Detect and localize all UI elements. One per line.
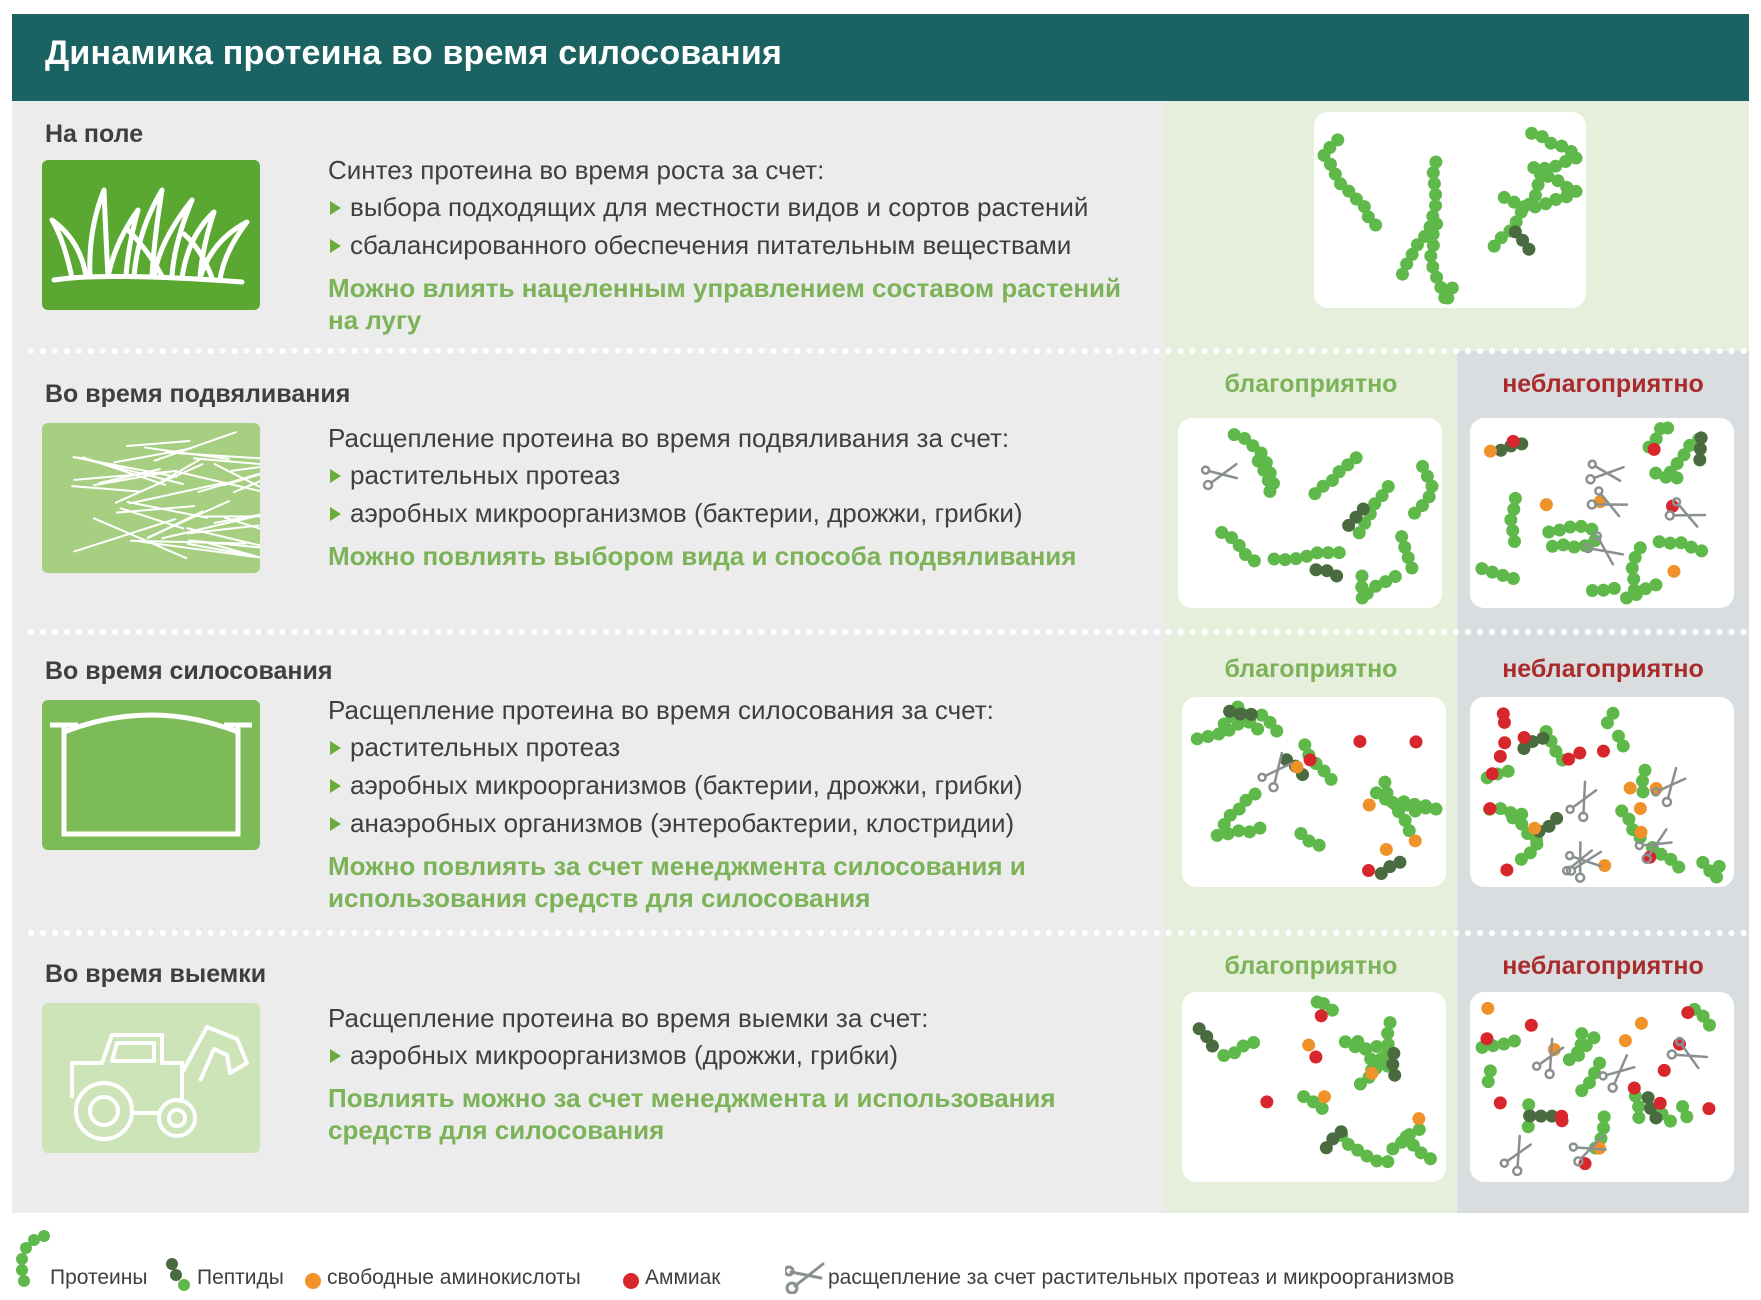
protein-chain-bead: [1632, 1111, 1645, 1124]
protein-chain-bead: [1247, 1036, 1260, 1049]
unfavorable-label: неблагоприятно: [1502, 952, 1704, 980]
protein-chain-bead: [1369, 219, 1382, 232]
protein-chain-bead: [1191, 732, 1204, 745]
protein-chain-bead: [1316, 1102, 1329, 1115]
section-text-ensiling: [328, 692, 1148, 914]
section-text-wilting: [328, 420, 1148, 572]
unfavorable-label: неблагоприятно: [1502, 370, 1704, 398]
ammonia-dot: [1702, 1102, 1715, 1115]
silo-icon: [42, 700, 260, 850]
protein-chain-bead: [1339, 1035, 1352, 1048]
protein-chain-bead: [1593, 1057, 1606, 1070]
unfavorable-label: неблагоприятно: [1502, 655, 1704, 683]
ammonia-dot: [1494, 1096, 1507, 1109]
section-divider: [28, 629, 1748, 635]
bullet-item: аэробных микроорганизмов (бактерии, дрожжи, грибки): [328, 494, 1148, 532]
section-note: Можно повлиять за счет менеджмента силосования и использования средств для силосования: [328, 851, 1026, 913]
amino-acid-dot: [1635, 1017, 1648, 1030]
peptide-bead: [1388, 1069, 1401, 1082]
protein-chain-bead: [1639, 764, 1652, 777]
protein-chain-bead: [1308, 487, 1321, 500]
section-text-field: [328, 152, 1148, 336]
protein-chain-bead: [1532, 178, 1545, 191]
protein-chain-bead: [1534, 167, 1547, 180]
ammonia-dot: [1518, 731, 1531, 744]
ammonia-dot: [1315, 1009, 1328, 1022]
protein-chain-bead: [1615, 804, 1628, 817]
protein-chain-bead: [1670, 471, 1683, 484]
amino-acid-dot: [1667, 565, 1680, 578]
unfavorable-panel-unloading: [1470, 992, 1734, 1182]
protein-chain-bead: [1201, 730, 1214, 743]
protein-chain-bead: [1620, 592, 1633, 605]
protein-chain-bead: [1653, 535, 1666, 548]
protein-chain-bead: [1546, 540, 1559, 553]
protein-chain-bead: [1597, 584, 1610, 597]
peptide-bead: [1649, 1111, 1662, 1124]
ammonia-dot: [1410, 735, 1423, 748]
protein-chain-bead: [1676, 1100, 1689, 1113]
protein-chain-bead: [1634, 541, 1647, 554]
ammonia-dot: [1562, 753, 1575, 766]
protein-chain-bead: [1549, 160, 1562, 173]
section-divider: [28, 348, 1748, 354]
bullet-item: аэробных микроорганизмов (дрожжи, грибки): [328, 1036, 1148, 1074]
grass-icon: [42, 160, 260, 310]
section-intro: Расщепление протеина во время силосования за счет:: [328, 695, 994, 725]
protein-chain-bead: [1504, 513, 1517, 526]
protein-chain-bead: [1333, 546, 1346, 559]
protein-chain-bead: [1502, 765, 1515, 778]
protein-chain-bead: [1522, 1098, 1535, 1111]
protein-chain-bead: [1506, 524, 1519, 537]
amino-acid-dot: [1484, 445, 1497, 458]
amino-acid-dot: [1380, 843, 1393, 856]
ammonia-dot: [1260, 1095, 1273, 1108]
protein-chain-bead: [1252, 454, 1265, 467]
protein-chain-bead: [1386, 1142, 1399, 1155]
peptide-bead: [1386, 1058, 1399, 1071]
ammonia-legend-icon: [620, 1270, 642, 1292]
legend-cleavage: расщепление за счет растительных протеаз и микроорганизмов: [828, 1266, 1455, 1289]
scissors-icon: [1585, 485, 1627, 524]
protein-chain-bead: [1263, 485, 1276, 498]
legend: [0, 1248, 1761, 1300]
scissors-icon: [1650, 768, 1692, 809]
amino-acid-legend-icon: [302, 1270, 324, 1292]
ammonia-dot: [1525, 1019, 1538, 1032]
section-note: Повлиять можно за счет менеджмента и использования средств для силосования: [328, 1083, 1056, 1145]
legend-ammonia: Аммиак: [645, 1266, 721, 1289]
scissors-icon: [1202, 464, 1237, 489]
amino-acid-dot: [1363, 799, 1376, 812]
peptide-bead: [1375, 867, 1388, 880]
ammonia-dot: [1498, 736, 1511, 749]
ammonia-dot: [1304, 753, 1317, 766]
section-intro: Синтез протеина во время роста за счет:: [328, 155, 825, 185]
ammonia-dot: [1597, 745, 1610, 758]
amino-acid-dot: [1619, 1034, 1632, 1047]
peptide-bead: [1330, 569, 1343, 582]
protein-chain-bead: [1672, 861, 1685, 874]
protein-chain-bead: [1298, 738, 1311, 751]
protein-chain-bead: [1713, 860, 1726, 873]
protein-chain-bead: [1475, 562, 1488, 575]
amino-acid-dot: [1409, 834, 1422, 847]
amino-acid-dot: [1624, 782, 1637, 795]
peptide-bead: [1342, 519, 1355, 532]
ammonia-dot: [1628, 1081, 1641, 1094]
peptide-bead: [1223, 705, 1236, 718]
ammonia-dot: [1648, 443, 1661, 456]
section-title-wilting: Во время подвяливания: [45, 380, 351, 408]
favorable-panel-ensiling: [1182, 697, 1446, 887]
bullet-item: растительных протеаз: [328, 728, 1148, 766]
protein-chain-bead: [1249, 788, 1262, 801]
amino-acid-dot: [1540, 498, 1553, 511]
peptide-bead: [1206, 1040, 1219, 1053]
ammonia-dot: [1556, 1114, 1569, 1127]
protein-chain-bead: [1384, 1016, 1397, 1029]
protein-panel-field: [1314, 112, 1586, 308]
amino-acid-dot: [1634, 802, 1647, 815]
peptide-bead: [1335, 1125, 1348, 1138]
protein-chain-bead: [1359, 1042, 1372, 1055]
favorable-label: благоприятно: [1224, 655, 1398, 683]
protein-chain-bead: [1703, 1019, 1716, 1032]
protein-chain-bead: [1355, 570, 1368, 583]
favorable-panel-wilting: [1178, 418, 1442, 608]
ammonia-dot: [1497, 707, 1510, 720]
scissors-icon: [1665, 1035, 1707, 1075]
protein-chain-bead: [1218, 717, 1231, 730]
peptide-bead: [1693, 453, 1706, 466]
peptide-bead: [1536, 732, 1549, 745]
ammonia-dot: [1500, 863, 1513, 876]
amino-acid-dot: [1412, 1112, 1425, 1125]
scissors-icon: [785, 1260, 827, 1294]
legend-proteins: Протеины: [50, 1266, 148, 1289]
protein-chain-bead: [1627, 573, 1640, 586]
ammonia-dot: [1654, 1097, 1667, 1110]
protein-chain-bead: [1222, 827, 1235, 840]
protein-chain-bead: [1568, 541, 1581, 554]
protein-chain-bead: [1601, 716, 1614, 729]
hay-icon: [42, 423, 260, 573]
protein-chain-bead: [1424, 1152, 1437, 1165]
protein-chain-bead: [1608, 582, 1621, 595]
amino-acid-dot: [1318, 1090, 1331, 1103]
tractor-icon: [42, 1003, 260, 1153]
protein-chain-bead: [1375, 1052, 1388, 1065]
section-text-unloading: [328, 1000, 1148, 1146]
ammonia-dot: [1681, 1006, 1694, 1019]
bullet-item: аэробных микроорганизмов (бактерии, дрожжи, грибки): [328, 766, 1148, 804]
section-intro: Расщепление протеина во время подвяливания за счет:: [328, 423, 1010, 453]
section-title-ensiling: Во время силосования: [45, 657, 333, 685]
protein-chain-bead: [1498, 191, 1511, 204]
scissors-icon: [1498, 1136, 1538, 1178]
legend-peptides: Пептиды: [197, 1266, 284, 1289]
protein-chain-bead: [1311, 996, 1324, 1009]
protein-chain-bead: [1416, 460, 1429, 473]
protein-chain-bead: [1353, 526, 1366, 539]
unfavorable-panel-ensiling: [1470, 697, 1734, 887]
amino-acid-dot: [1635, 826, 1648, 839]
peptide-bead: [1550, 812, 1563, 825]
favorable-label: благоприятно: [1224, 952, 1398, 980]
ammonia-dot: [1573, 747, 1586, 760]
peptide-bead: [1522, 243, 1535, 256]
bullet-item: выбора подходящих для местности видов и сортов растений: [328, 188, 1148, 226]
protein-chain-bead: [1429, 156, 1442, 169]
protein-chain-bead: [1497, 1038, 1510, 1051]
protein-chain-bead: [1598, 1110, 1611, 1123]
favorable-panel-unloading: [1182, 992, 1446, 1182]
header-bar: [12, 14, 1749, 101]
bullet-item: сбалансированного обеспечения питательным веществами: [328, 226, 1148, 264]
protein-chain-bead: [1575, 1027, 1588, 1040]
protein-chain-bead: [1508, 535, 1521, 548]
protein-chain-bead: [1370, 1040, 1383, 1053]
section-divider: [28, 930, 1748, 936]
protein-chain-bead: [1248, 554, 1261, 567]
protein-chain-bead: [1506, 811, 1519, 824]
ammonia-dot: [1658, 1064, 1671, 1077]
amino-acid-dot: [1528, 822, 1541, 835]
ammonia-dot: [1362, 864, 1375, 877]
protein-chain-bead: [1424, 250, 1437, 263]
ammonia-dot: [1494, 750, 1507, 763]
section-intro: Расщепление протеина во время выемки за счет:: [328, 1003, 929, 1033]
ammonia-dot: [1353, 735, 1366, 748]
favorable-label: благоприятно: [1224, 370, 1398, 398]
protein-chain-bead: [1313, 839, 1326, 852]
peptide-bead: [1642, 1091, 1655, 1104]
scissors-icon: [1584, 459, 1623, 491]
protein-chain-bead: [1557, 538, 1570, 551]
section-note: Можно повлиять выбором вида и способа подвяливания: [328, 541, 1077, 571]
amino-acid-dot: [1302, 1039, 1315, 1052]
protein-chain-bead: [1612, 730, 1625, 743]
unfavorable-panel-wilting: [1470, 418, 1734, 608]
ammonia-dot: [1480, 1032, 1493, 1045]
protein-chain-bead: [1211, 829, 1224, 842]
protein-chain-bead: [1380, 786, 1393, 799]
page-title: Динамика протеина во время силосования: [45, 34, 783, 72]
protein-chain-bead: [1542, 526, 1555, 539]
amino-acid-dot: [1365, 1067, 1378, 1080]
ammonia-dot: [1507, 435, 1520, 448]
protein-chain-bead: [1446, 281, 1459, 294]
peptide-legend-icon: [164, 1256, 198, 1296]
amino-acid-dot: [1481, 1002, 1494, 1015]
ammonia-dot: [1309, 1050, 1322, 1063]
protein-chain-bead: [1395, 530, 1408, 543]
protein-chain-bead: [1509, 492, 1522, 505]
protein-chain-bead: [1482, 1075, 1495, 1088]
protein-chain-bead: [1381, 1155, 1394, 1168]
protein-chain-bead: [1484, 1064, 1497, 1077]
protein-chain-bead: [1661, 422, 1674, 435]
protein-chain-bead: [1664, 537, 1677, 550]
ammonia-dot: [1484, 802, 1497, 815]
section-title-field: На поле: [45, 120, 144, 148]
protein-chain-bead: [1290, 552, 1303, 565]
legend-amino-acids: свободные аминокислоты: [327, 1266, 581, 1289]
bullet-item: анаэробных организмов (энтеробактерии, клостридии): [328, 804, 1148, 842]
protein-legend-icon: [12, 1228, 52, 1294]
protein-chain-bead: [1378, 776, 1391, 789]
protein-chain-bead: [1419, 799, 1432, 812]
ammonia-dot: [1486, 767, 1499, 780]
protein-chain-bead: [1563, 1053, 1576, 1066]
scissors-icon: [1564, 782, 1604, 824]
amino-acid-dot: [1291, 761, 1304, 774]
bullet-item: растительных протеаз: [328, 456, 1148, 494]
section-title-unloading: Во время выемки: [45, 960, 267, 988]
section-note: Можно влиять нацеленным управлением составом растений на лугу: [328, 273, 1121, 335]
